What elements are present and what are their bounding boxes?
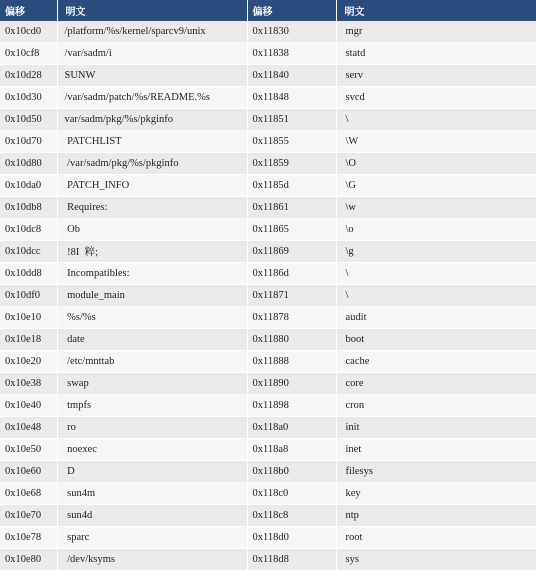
- plaintext-cell: PATCH_INFO: [57, 175, 247, 197]
- offset-cell: 0x11865: [247, 219, 336, 241]
- offset-cell: 0x10e50: [0, 439, 57, 461]
- plaintext-cell: svcd: [336, 87, 536, 109]
- header-offset-1: 偏移: [0, 0, 57, 21]
- offset-cell: 0x11838: [247, 43, 336, 65]
- table-row: [0, 527, 536, 549]
- offset-cell: 0x11888: [247, 351, 336, 373]
- header-row: [0, 0, 536, 21]
- offset-cell: 0x10e48: [0, 417, 57, 439]
- plaintext-cell: tmpfs: [57, 395, 247, 417]
- offset-cell: 0x10cf8: [0, 43, 57, 65]
- table-row: [0, 153, 536, 175]
- header-offset-2: 偏移: [247, 0, 336, 21]
- plaintext-cell: Incompatibles:: [57, 263, 247, 285]
- plaintext-cell: PATCHLIST: [57, 131, 247, 153]
- offset-cell: 0x11869: [247, 241, 336, 263]
- offset-cell: 0x10e10: [0, 307, 57, 329]
- offset-cell: 0x11878: [247, 307, 336, 329]
- plaintext-cell: \: [336, 109, 536, 131]
- offset-cell: 0x118d0: [247, 527, 336, 549]
- offset-cell: 0x11890: [247, 373, 336, 395]
- plaintext-cell: root: [336, 527, 536, 549]
- table-body: [0, 21, 536, 571]
- table-row: [0, 373, 536, 395]
- header-plaintext-2: 明文: [336, 0, 536, 21]
- plaintext-cell: SUNW: [57, 65, 247, 87]
- plaintext-cell: Requires:: [57, 197, 247, 219]
- plaintext-cell: /platform/%s/kernel/sparcv9/unix: [57, 21, 247, 43]
- table-header: [0, 0, 536, 21]
- plaintext-cell: swap: [57, 373, 247, 395]
- plaintext-cell: /dev/ksyms: [57, 549, 247, 571]
- offset-cell: 0x10e80: [0, 549, 57, 571]
- plaintext-cell: \G: [336, 175, 536, 197]
- plaintext-cell: \W: [336, 131, 536, 153]
- offset-cell: 0x11855: [247, 131, 336, 153]
- table-row: [0, 87, 536, 109]
- plaintext-cell: key: [336, 483, 536, 505]
- offset-cell: 0x10e38: [0, 373, 57, 395]
- plaintext-cell: \w: [336, 197, 536, 219]
- table-row: [0, 263, 536, 285]
- offset-cell: 0x118b0: [247, 461, 336, 483]
- offset-cell: 0x10d70: [0, 131, 57, 153]
- offset-cell: 0x10e78: [0, 527, 57, 549]
- plaintext-cell: cache: [336, 351, 536, 373]
- plaintext-cell: ntp: [336, 505, 536, 527]
- offset-cell: 0x11880: [247, 329, 336, 351]
- plaintext-cell: D: [57, 461, 247, 483]
- plaintext-cell: /var/sadm/i: [57, 43, 247, 65]
- table-row: [0, 329, 536, 351]
- table-row: [0, 483, 536, 505]
- plaintext-cell: serv: [336, 65, 536, 87]
- offset-cell: 0x118c0: [247, 483, 336, 505]
- offset-cell: 0x11861: [247, 197, 336, 219]
- plaintext-cell: /var/sadm/pkg/%s/pkginfo: [57, 153, 247, 175]
- plaintext-cell: \g: [336, 241, 536, 263]
- offset-cell: 0x11898: [247, 395, 336, 417]
- offset-cell: 0x10e70: [0, 505, 57, 527]
- table-row: [0, 549, 536, 571]
- plaintext-cell: filesys: [336, 461, 536, 483]
- plaintext-cell: ro: [57, 417, 247, 439]
- offset-cell: 0x10d30: [0, 87, 57, 109]
- offset-cell: 0x10df0: [0, 285, 57, 307]
- offset-cell: 0x10e60: [0, 461, 57, 483]
- table-row: [0, 175, 536, 197]
- table-row: [0, 131, 536, 153]
- table-row: [0, 109, 536, 131]
- offset-cell: 0x11851: [247, 109, 336, 131]
- table-row: [0, 439, 536, 461]
- offset-cell: 0x11871: [247, 285, 336, 307]
- offset-cell: 0x11840: [247, 65, 336, 87]
- header-plaintext-1: 明文: [57, 0, 247, 21]
- offset-cell: 0x11830: [247, 21, 336, 43]
- plaintext-cell: sun4m: [57, 483, 247, 505]
- table-row: [0, 241, 536, 263]
- plaintext-cell: core: [336, 373, 536, 395]
- table-row: [0, 285, 536, 307]
- offset-cell: 0x10dd8: [0, 263, 57, 285]
- table-row: [0, 395, 536, 417]
- plaintext-cell: cron: [336, 395, 536, 417]
- offset-cell: 0x10dc8: [0, 219, 57, 241]
- plaintext-cell: var/sadm/pkg/%s/pkginfo: [57, 109, 247, 131]
- table-row: [0, 197, 536, 219]
- plaintext-cell: Ob: [57, 219, 247, 241]
- plaintext-cell: \: [336, 263, 536, 285]
- table-row: [0, 219, 536, 241]
- plaintext-cell: \o: [336, 219, 536, 241]
- plaintext-cell: sys: [336, 549, 536, 571]
- plaintext-cell: sparc: [57, 527, 247, 549]
- plaintext-cell: /etc/mnttab: [57, 351, 247, 373]
- plaintext-cell: mgr: [336, 21, 536, 43]
- offset-cell: 0x1186d: [247, 263, 336, 285]
- table-row: [0, 65, 536, 87]
- table-row: [0, 461, 536, 483]
- plaintext-cell: audit: [336, 307, 536, 329]
- plaintext-cell: noexec: [57, 439, 247, 461]
- plaintext-cell: \: [336, 285, 536, 307]
- offset-cell: 0x118a8: [247, 439, 336, 461]
- offset-cell: 0x118c8: [247, 505, 336, 527]
- plaintext-cell: /var/sadm/patch/%s/README.%s: [57, 87, 247, 109]
- offset-cell: 0x10cd0: [0, 21, 57, 43]
- offset-cell: 0x11859: [247, 153, 336, 175]
- table-row: [0, 307, 536, 329]
- plaintext-cell: date: [57, 329, 247, 351]
- offset-cell: 0x10db8: [0, 197, 57, 219]
- table-row: [0, 417, 536, 439]
- plaintext-cell: sun4d: [57, 505, 247, 527]
- plaintext-cell: inet: [336, 439, 536, 461]
- offset-cell: 0x10d28: [0, 65, 57, 87]
- offset-cell: 0x10d80: [0, 153, 57, 175]
- plaintext-cell: %s/%s: [57, 307, 247, 329]
- offset-cell: 0x10e18: [0, 329, 57, 351]
- offset-cell: 0x10dcc: [0, 241, 57, 263]
- plaintext-cell: init: [336, 417, 536, 439]
- offset-cell: 0x1185d: [247, 175, 336, 197]
- table-row: [0, 43, 536, 65]
- offset-cell: 0x10d50: [0, 109, 57, 131]
- offset-cell: 0x10e20: [0, 351, 57, 373]
- table-row: [0, 351, 536, 373]
- plaintext-cell: boot: [336, 329, 536, 351]
- offset-cell: 0x118d8: [247, 549, 336, 571]
- table-row: [0, 505, 536, 527]
- offset-cell: 0x11848: [247, 87, 336, 109]
- offset-cell: 0x10e40: [0, 395, 57, 417]
- plaintext-cell: statd: [336, 43, 536, 65]
- table-row: [0, 21, 536, 43]
- offset-cell: 0x10da0: [0, 175, 57, 197]
- offset-cell: 0x118a0: [247, 417, 336, 439]
- offset-cell: 0x10e68: [0, 483, 57, 505]
- plaintext-cell: module_main: [57, 285, 247, 307]
- plaintext-cell: !8I 粹;: [57, 241, 247, 263]
- plaintext-cell: \O: [336, 153, 536, 175]
